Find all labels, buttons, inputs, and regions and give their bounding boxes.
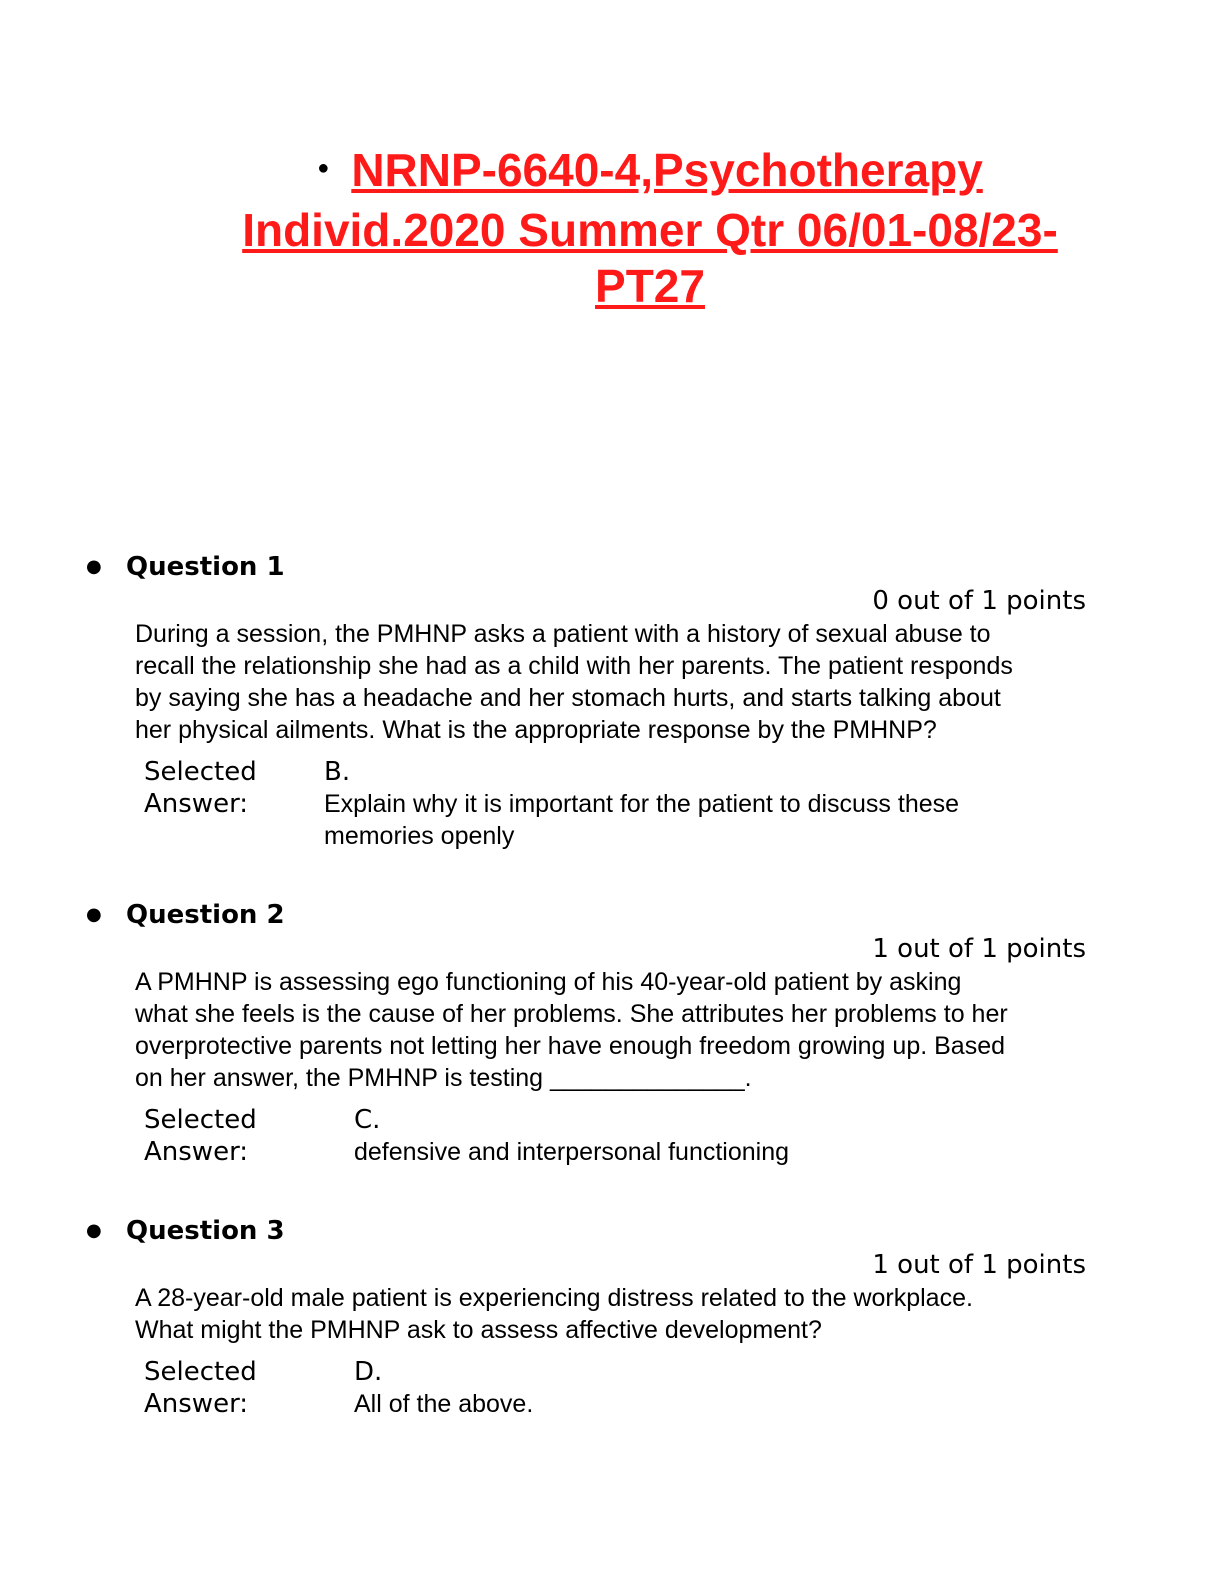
question-text: A 28-year-old male patient is experiencing distress related to the workplace. What might the PMHNP ask to assess affective development? (135, 1284, 973, 1344)
selected-answer-label: Selected Answer: (144, 757, 257, 819)
answer-text: All of the above. (354, 1390, 534, 1418)
question-label: Question 2 (126, 900, 285, 930)
title-bullet-icon: ● (317, 156, 330, 179)
answer-text: Explain why it is important for the patient to discuss these memories openly (324, 790, 960, 850)
selected-answer (144, 1356, 1096, 1420)
answer-letter: C. (354, 1105, 381, 1135)
answer-letter: B. (324, 757, 351, 787)
document-title-text: NRNP-6640-4,Psychotherapy Individ.2020 Summer Qtr 06/01-08/23-PT27 (242, 144, 1058, 312)
bullet-icon: ● (86, 1220, 102, 1241)
bullet-icon: ● (86, 556, 102, 577)
answer-letter: D. (354, 1357, 383, 1387)
question-label: Question 1 (126, 552, 285, 582)
question-block-1 (86, 552, 1096, 852)
question-points: 1 out of 1 points (872, 934, 1086, 964)
question-block-2 (86, 900, 1096, 1168)
question-text: A PMHNP is assessing ego functioning of his 40-year-old patient by asking what she feels is the cause of her problems. She attributes her problems to her overprotective parents not letting her have enough freedom growing up. Based on her answer, the PMHNP is testing ______________. (135, 968, 1008, 1092)
question-block-3 (86, 1216, 1096, 1420)
question-label: Question 3 (126, 1216, 285, 1246)
question-points: 0 out of 1 points (872, 586, 1086, 616)
question-text: During a session, the PMHNP asks a patient with a history of sexual abuse to recall the relationship she had as a child with her parents. The patient responds by saying she has a headache and her stomach hurts, and starts talking about her physical ailments. What is the appropriate response by the PMHNP? (135, 620, 1013, 744)
document-title (220, 142, 1080, 314)
bullet-icon: ● (86, 904, 102, 925)
answer-text: defensive and interpersonal functioning (354, 1138, 790, 1166)
selected-answer-label: Selected Answer: (144, 1357, 257, 1419)
selected-answer (144, 1104, 1096, 1168)
selected-answer (144, 756, 1096, 852)
selected-answer-label: Selected Answer: (144, 1105, 257, 1167)
question-points: 1 out of 1 points (872, 1250, 1086, 1280)
